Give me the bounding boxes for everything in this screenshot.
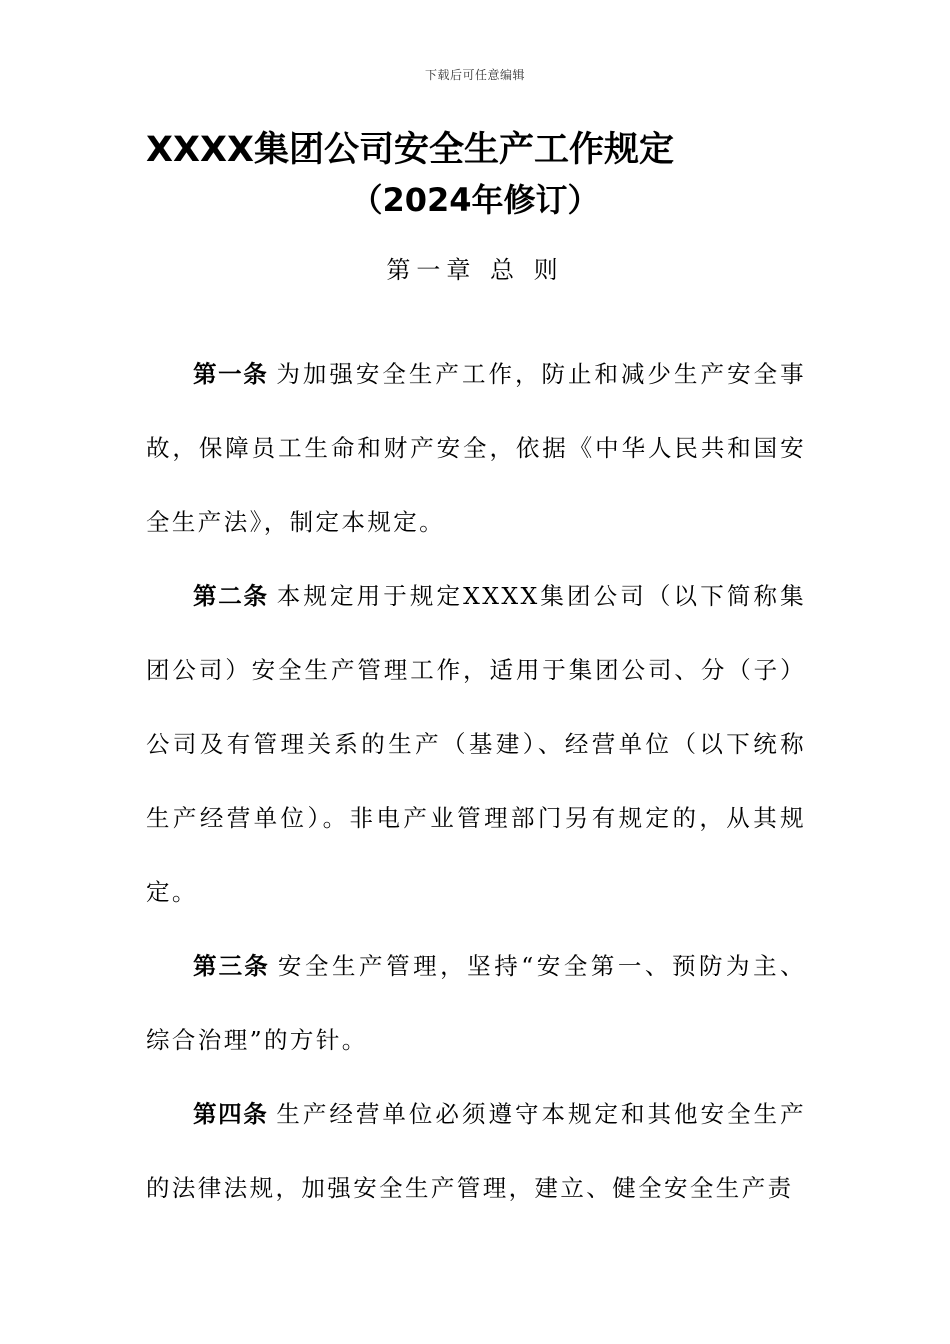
document-body [146,337,806,1225]
article-number: 第四条 [193,1100,269,1128]
article-paragraph [146,1077,806,1225]
article-text: 安全生产管理，坚持“安全第一、预防为主、综合治理”的方针。 [146,952,807,1054]
document-subtitle: （2024年修订） [350,181,600,219]
article-text: 本规定用于规定XXXX集团公司（以下简称集团公司）安全生产管理工作，适用于集团公司、分（子）公司及有管理关系的生产（基建）、经营单位（以下统称生产经营单位）。非电产业管理部门另有规定的，从其规定。 [146,582,806,906]
article-text: 为加强安全生产工作，防止和减少生产安全事故，保障员工生命和财产安全，依据《中华人民共和国安全生产法》，制定本规定。 [146,360,807,536]
chapter-heading: 第一章 总 则 [386,256,564,284]
article-number: 第三条 [193,952,270,980]
article-paragraph [146,559,806,929]
article-number: 第一条 [193,360,269,388]
page-header: 下载后可任意编辑 [424,68,525,82]
article-text: 生产经营单位必须遵守本规定和其他安全生产的法律法规，加强安全生产管理，建立、健全安全生产责 [146,1100,807,1202]
document-title: XXXX集团公司安全生产工作规定 [146,130,674,170]
article-number: 第二条 [193,582,269,610]
article-paragraph [146,337,806,559]
article-paragraph [146,929,806,1077]
